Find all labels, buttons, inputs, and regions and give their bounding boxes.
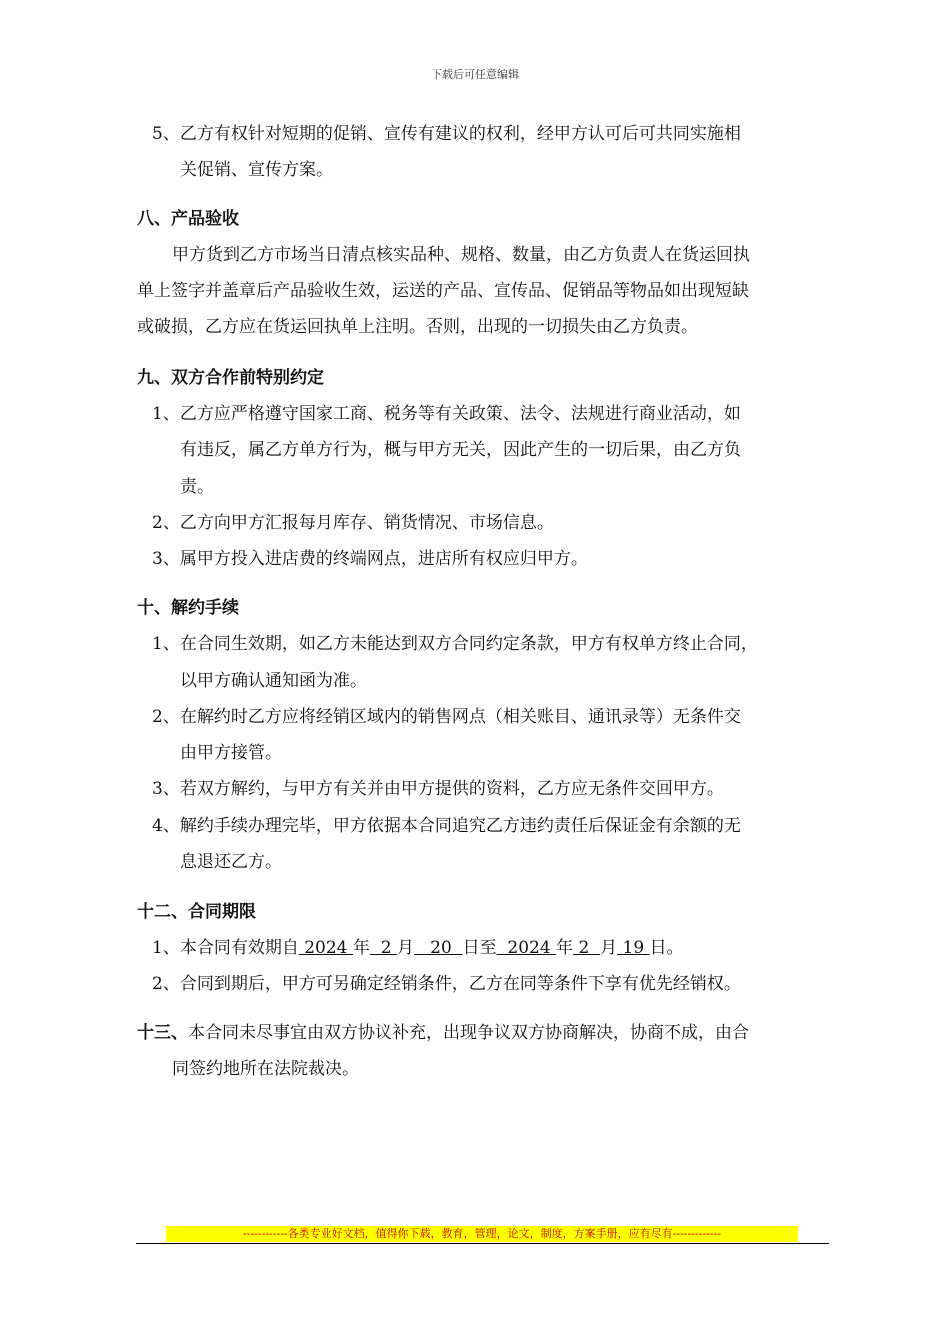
section8-title: 八、产品验收 <box>137 209 239 229</box>
section12-item2: 2、合同到期后，甲方可另确定经销条件，乙方在同等条件下享有优先经销权。 <box>152 974 741 994</box>
header-note: 下载后可任意编辑 <box>431 68 519 81</box>
section8-line3: 或破损，乙方应在货运回执单上注明。否则，出现的一切损失由乙方负责。 <box>137 317 698 337</box>
section9-item1-line2: 有违反，属乙方单方行为，概与甲方无关，因此产生的一切后果，由乙方负 <box>180 440 741 460</box>
start-year: 2024 <box>298 938 353 958</box>
section13-line1 <box>137 1021 749 1045</box>
year-label: 年 <box>556 938 574 958</box>
section9-item3: 3、属甲方投入进店费的终端网点，进店所有权应归甲方。 <box>152 549 588 569</box>
section10-item2-line2: 由甲方接管。 <box>180 743 282 763</box>
section8-line2: 单上签字并盖章后产品验收生效，运送的产品、宣传品、促销品等物品如出现短缺 <box>137 281 749 301</box>
section12-item1 <box>152 936 684 960</box>
footer-rule <box>136 1243 829 1244</box>
section10-item1-line2: 以甲方确认通知函为准。 <box>180 671 367 691</box>
section10-item4-line2: 息退还乙方。 <box>180 852 282 872</box>
section13-line2: 同签约地所在法院裁决。 <box>172 1059 359 1079</box>
month-label: 月 <box>396 938 414 958</box>
month-label: 月 <box>600 938 618 958</box>
end-year: 2024 <box>496 938 557 958</box>
start-month: 2 <box>369 938 397 958</box>
section9-item1-line3: 责。 <box>180 477 214 497</box>
section12-title: 十二、合同期限 <box>137 902 256 922</box>
section9-title: 九、双方合作前特别约定 <box>137 368 324 388</box>
section9-item2: 2、乙方向甲方汇报每月库存、销货情况、市场信息。 <box>152 513 554 533</box>
section10-item4-line1: 4、解约手续办理完毕，甲方依据本合同追究乙方违约责任后保证金有余额的无 <box>152 816 741 836</box>
section13-title: 十三、 <box>137 1023 188 1043</box>
footer-banner: ------------各类专业好文档，值得你下载，教育，管理，论文，制度，方案手册，应有尽有------------- <box>166 1226 798 1242</box>
section7-item5-line1: 5、乙方有权针对短期的促销、宣传有建议的权利，经甲方认可后可共同实施相 <box>152 124 741 144</box>
start-day: 20 <box>413 938 463 958</box>
section13-text: 本合同未尽事宜由双方协议补充，出现争议双方协商解决，协商不成，由合 <box>188 1023 749 1043</box>
year-label: 年 <box>352 938 370 958</box>
term-between: 日至 <box>462 938 497 958</box>
end-month: 2 <box>573 938 601 958</box>
section7-item5-line2: 关促销、宣传方案。 <box>180 160 333 180</box>
term-prefix: 1、本合同有效期自 <box>152 938 299 958</box>
section10-item3: 3、若双方解约，与甲方有关并由甲方提供的资料，乙方应无条件交回甲方。 <box>152 779 724 799</box>
section10-item1-line1: 1、在合同生效期，如乙方未能达到双方合同约定条款，甲方有权单方终止合同， <box>152 634 758 654</box>
term-suffix: 日。 <box>649 938 684 958</box>
section10-item2-line1: 2、在解约时乙方应将经销区域内的销售网点（相关账目、通讯录等）无条件交 <box>152 707 741 727</box>
section9-item1-line1: 1、乙方应严格遵守国家工商、税务等有关政策、法令、法规进行商业活动，如 <box>152 404 741 424</box>
section10-title: 十、解约手续 <box>137 598 239 618</box>
section8-line1: 甲方货到乙方市场当日清点核实品种、规格、数量，由乙方负责人在货运回执 <box>172 245 750 265</box>
end-day: 19 <box>617 938 650 958</box>
